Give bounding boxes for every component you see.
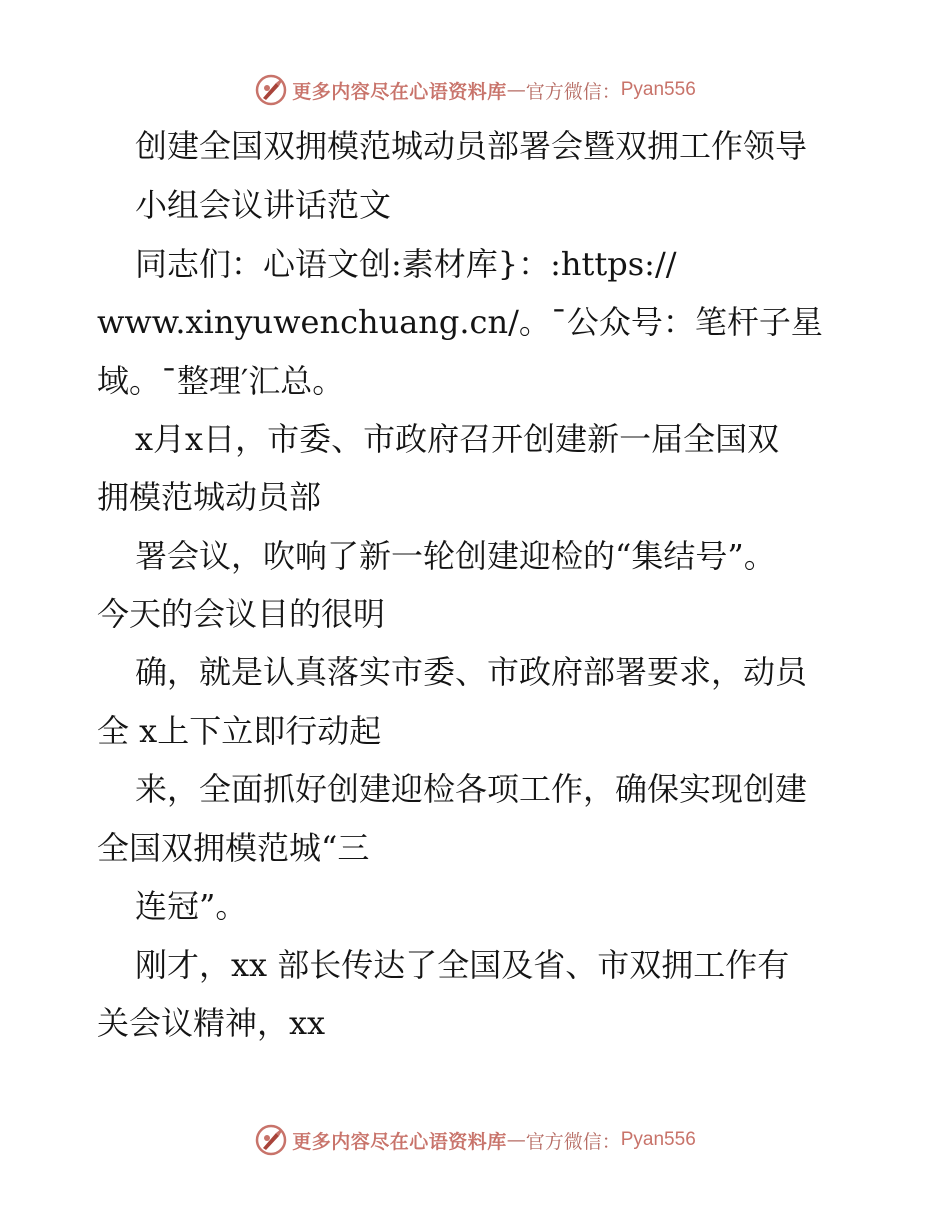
body-line: 关会议精神，xx [97,1004,326,1042]
header-banner [0,70,950,110]
body-line: 连冠”。 [135,887,248,925]
body-line: 全 x上下立即行动起 [97,712,382,750]
header-wechat-label: 官方微信： [525,80,621,103]
body-line: 同志们：心语文创:素材库}：:https:// [135,245,677,283]
body-line: 确，就是认真落实市委、市政府部署要求，动员 [135,653,808,691]
header-separator: — [506,79,526,101]
body-line: 署会议，吹响了新一轮创建迎检的“集结号”。 [135,537,776,575]
body-line: 拥模范城动员部 [97,478,322,516]
body-line: 刚才，xx 部长传达了全国及省、市双拥工作有 [135,946,790,984]
header-slogan: 更多内容尽在心语资料库 [292,80,507,103]
body-line: 今天的会议目的很明 [97,595,386,633]
body-line: 来，全面抓好创建迎检各项工作，确保实现创建 [135,770,808,808]
document-title-line-2: 小组会议讲话范文 [135,186,392,224]
footer-separator: — [506,1129,526,1151]
body-line: 全国双拥模范城“三 [97,829,370,867]
document-title-line-1: 创建全国双拥模范城动员部署会暨双拥工作领导 [135,127,808,165]
quill-circle-logo-icon [254,73,288,107]
footer-banner [0,1120,950,1160]
body-line: www.xinyuwenchuang.cn/。¯公众号：笔杆子星 [97,303,823,341]
body-line: x月x日，市委、市政府召开创建新一届全国双 [135,420,780,458]
footer-wechat-id: Pyan556 [620,1129,696,1150]
quill-circle-logo-icon [254,1123,288,1157]
footer-wechat-label: 官方微信： [525,1130,621,1153]
header-wechat-id: Pyan556 [620,79,696,100]
footer-slogan: 更多内容尽在心语资料库 [292,1130,507,1153]
body-line: 域。¯整理′汇总。 [97,362,345,400]
